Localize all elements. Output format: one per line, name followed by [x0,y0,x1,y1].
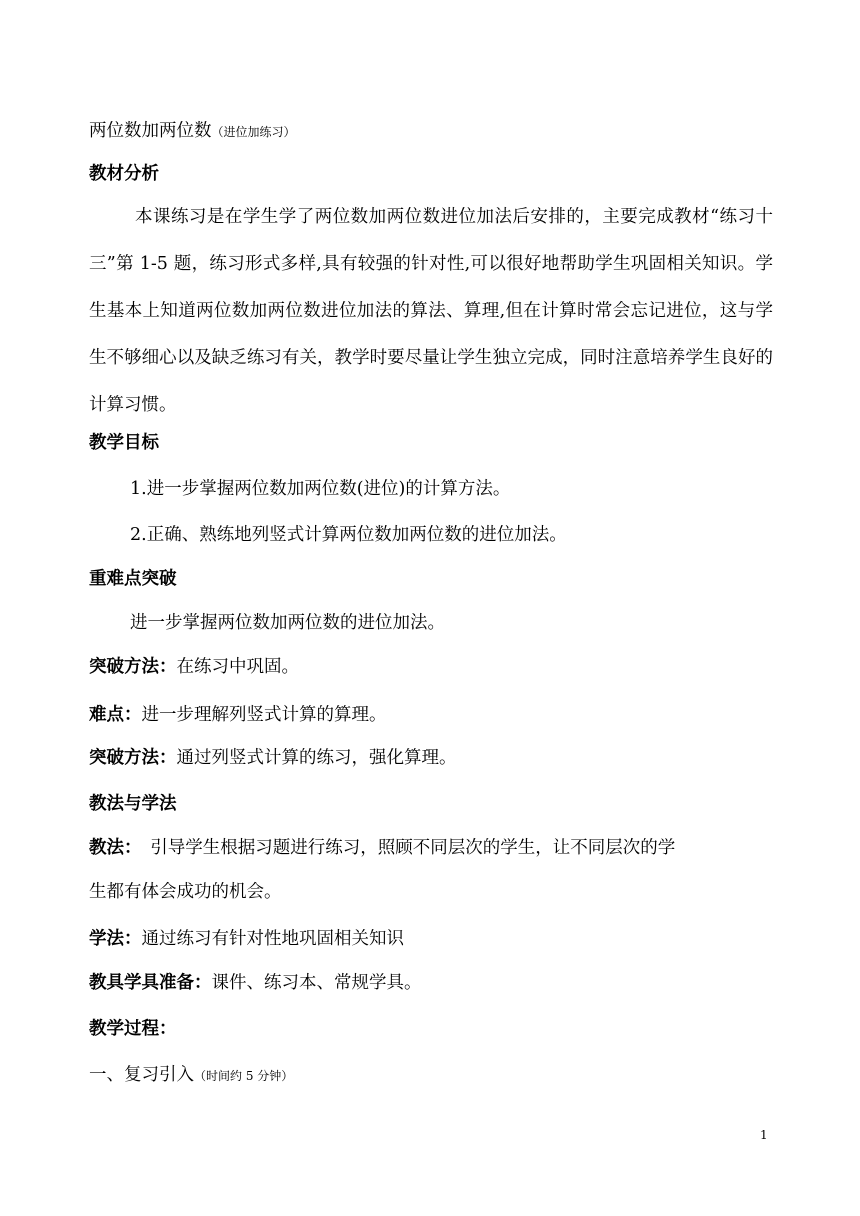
title-main: 两位数加两位数 [89,121,212,141]
method2-label: 突破方法： [89,748,177,768]
learn-label: 学法： [89,929,142,949]
teaching-method [89,836,675,860]
breakthrough-method-2 [89,746,457,770]
key-point: 进一步掌握两位数加两位数的进位加法。 [130,613,445,633]
heading-process: 教学过程： [89,1019,177,1039]
heading-key: 重难点突破 [89,569,177,589]
goal-item-2: 2.正确、熟练地列竖式计算两位数加两位数的进位加法。 [130,525,567,545]
teach-label: 教法： [89,838,133,858]
title-sub: （进位加练习） [211,125,296,139]
difficulty-text: 进一步理解列竖式计算的算理。 [141,705,387,725]
teaching-prep [89,971,422,995]
heading-methods: 教法与学法 [89,794,177,814]
method2-text: 通过列竖式计算的练习，强化算理。 [176,748,457,768]
page-number: 1 [760,1128,768,1142]
prep-text: 课件、练习本、常规学具。 [211,973,422,993]
breakthrough-method-1 [89,655,299,679]
difficulty [89,703,387,727]
difficulty-label: 难点： [89,705,142,725]
teach-text: 引导学生根据习题进行练习，照顾不同层次的学生，让不同层次的学 [132,838,676,858]
process-step-1 [89,1063,293,1088]
step1-time: （时间约 5 分钟） [194,1069,294,1083]
method1-label: 突破方法： [89,657,177,677]
goal-item-1: 1.进一步掌握两位数加两位数(进位)的计算方法。 [130,479,511,499]
analysis-paragraph: 本课练习是在学生学了两位数加两位数进位加法后安排的，主要完成教材“练习十三”第 1-5 题，练习形式多样,具有较强的针对性,可以很好地帮助学生巩固相关知识。学生基本上知道两位数加两位数进位加法的算法、算理,但在计算时常会忘记进位，这与学生不够细心以及缺乏练习有关，教学时要尽量让学生独立完成，同时注意培养学生良好的计算习惯。 [89,207,773,415]
learn-text: 通过练习有针对性地巩固相关知识 [141,929,404,949]
doc-title [89,119,296,144]
heading-analysis: 教材分析 [89,164,159,184]
prep-label: 教具学具准备： [89,973,212,993]
step1-text: 一、复习引入 [89,1065,194,1085]
learning-method [89,927,404,951]
heading-goals: 教学目标 [89,433,159,453]
method1-text: 在练习中巩固。 [176,657,299,677]
teaching-method-cont: 生都有体会成功的机会。 [89,882,282,902]
